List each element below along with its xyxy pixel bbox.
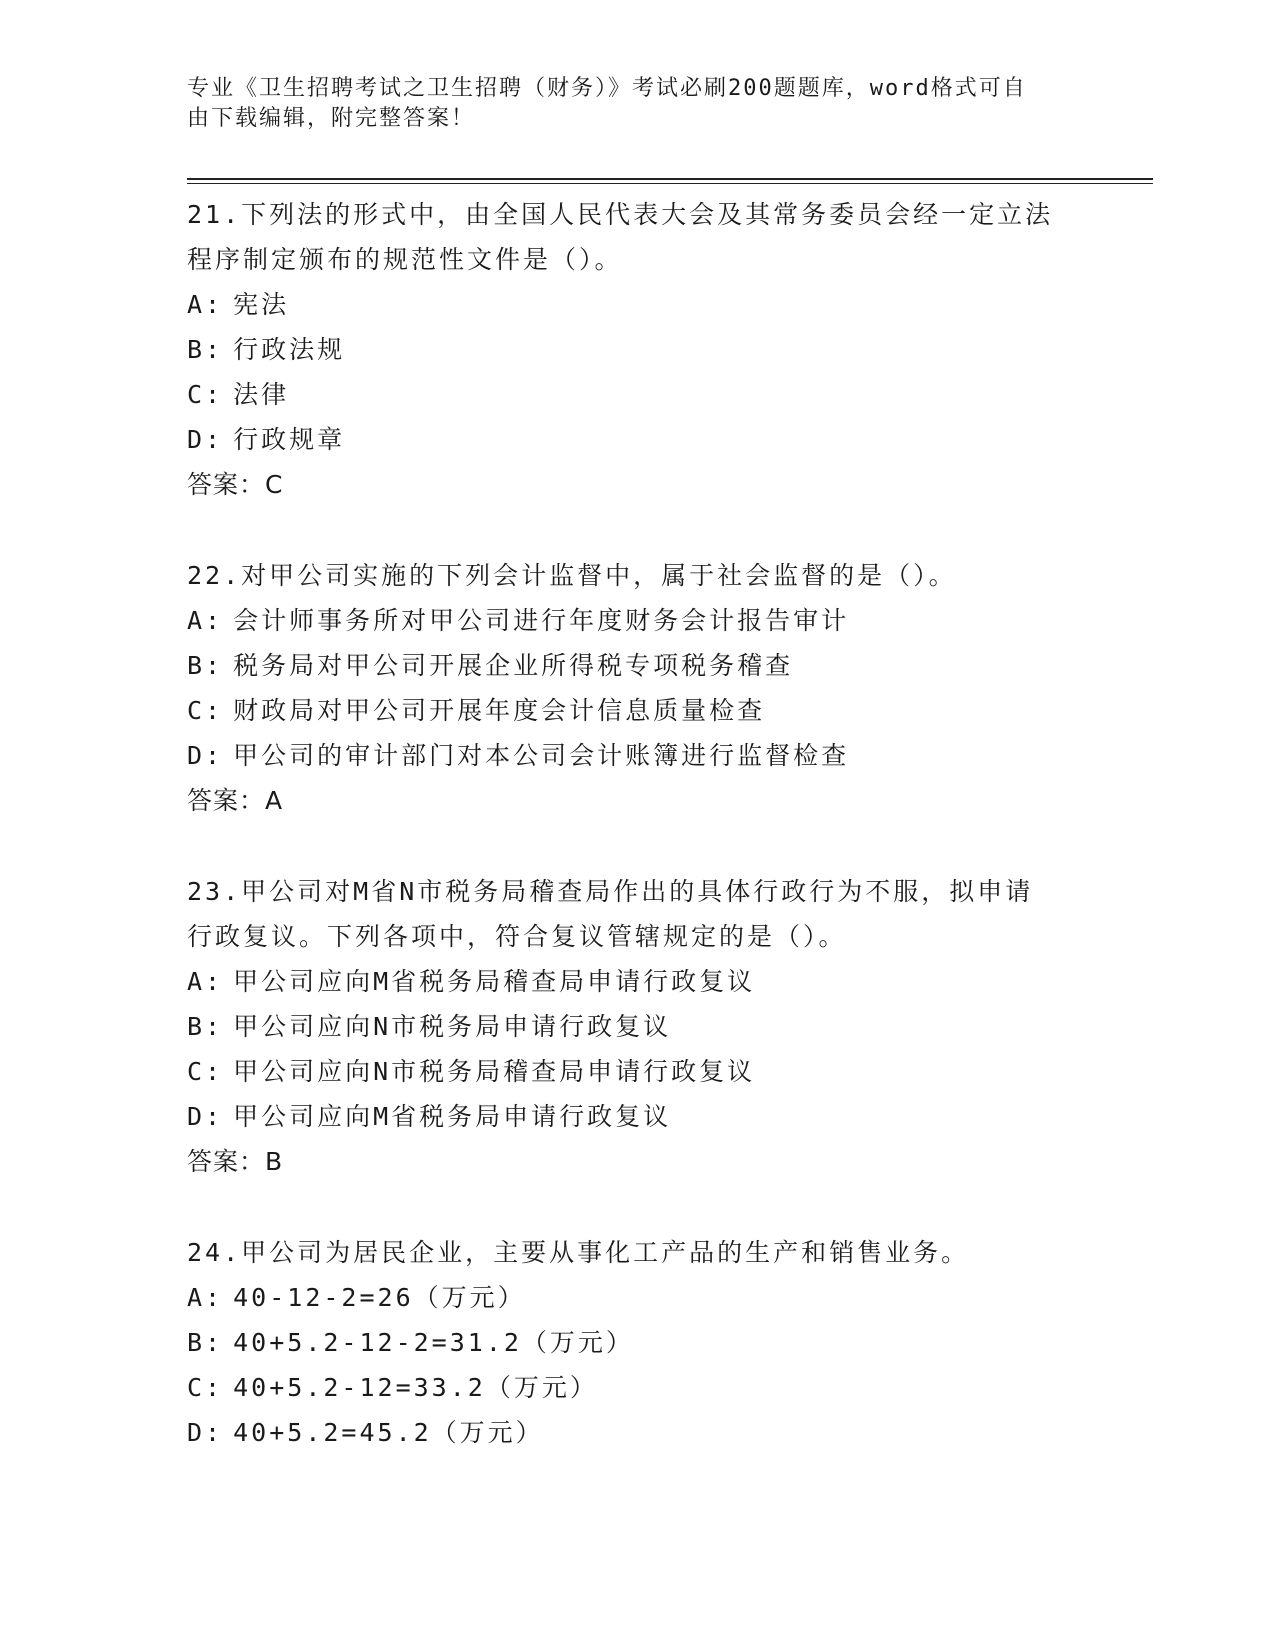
option-text: 行政规章 (233, 425, 346, 454)
question-24 (187, 1230, 1087, 1455)
option-a (187, 959, 1087, 1004)
option-c (187, 1365, 1087, 1410)
option-text: 财政局对甲公司开展年度会计信息质量检查 (233, 696, 766, 725)
option-letter: B: (187, 1012, 224, 1041)
option-c (187, 372, 1087, 417)
option-b (187, 643, 1087, 688)
option-text: 法律 (233, 380, 290, 409)
document-header (187, 74, 1067, 134)
question-21 (187, 192, 1087, 507)
option-text: 甲公司应向N市税务局稽查局申请行政复议 (233, 1057, 756, 1086)
option-c (187, 1049, 1087, 1094)
option-d (187, 733, 1087, 778)
option-d (187, 1410, 1087, 1455)
option-letter: B: (187, 651, 224, 680)
option-c (187, 688, 1087, 733)
answer-label: 答案： (187, 786, 266, 815)
question-23 (187, 869, 1087, 1184)
answer-label: 答案： (187, 1147, 266, 1176)
question-stem-line-1: 21.下列法的形式中，由全国人民代表大会及其常务委员会经一定立法 (187, 200, 1054, 229)
option-text: 40+5.2-12=33.2（万元） (233, 1373, 598, 1402)
option-text: 宪法 (233, 290, 290, 319)
option-text: 行政法规 (233, 335, 346, 364)
option-letter: C: (187, 1373, 224, 1402)
option-letter: D: (187, 1418, 224, 1447)
option-d (187, 1094, 1087, 1139)
option-letter: A: (187, 967, 224, 996)
question-stem-line-2: 程序制定颁布的规范性文件是（）。 (187, 245, 623, 274)
option-text: 甲公司应向M省税务局稽查局申请行政复议 (233, 967, 756, 996)
option-text: 甲公司的审计部门对本公司会计账簿进行监督检查 (233, 741, 850, 770)
option-d (187, 417, 1087, 462)
option-text: 甲公司应向N市税务局申请行政复议 (233, 1012, 672, 1041)
option-text: 税务局对甲公司开展企业所得税专项税务稽查 (233, 651, 794, 680)
answer-value: A (265, 786, 283, 815)
answer-line (187, 462, 1087, 507)
header-divider-thin (187, 183, 1153, 184)
question-stem-line-1: 22.对甲公司实施的下列会计监督中，属于社会监督的是（）。 (187, 561, 957, 590)
option-b (187, 1320, 1087, 1365)
question-stem-line-1: 23.甲公司对M省N市税务局稽查局作出的具体行政行为不服，拟申请 (187, 877, 1034, 906)
option-a (187, 598, 1087, 643)
answer-value: C (265, 470, 283, 499)
question-stem-line-2: 行政复议。下列各项中，符合复议管辖规定的是（）。 (187, 922, 847, 951)
answer-line (187, 1139, 1087, 1184)
option-letter: B: (187, 335, 224, 364)
option-letter: A: (187, 606, 224, 635)
header-line-1: 专业《卫生招聘考试之卫生招聘（财务）》考试必刷200题题库，word格式可自 (187, 76, 1027, 101)
option-letter: C: (187, 696, 224, 725)
answer-value: B (265, 1147, 283, 1176)
option-letter: C: (187, 1057, 224, 1086)
question-stem-line-1: 24.甲公司为居民企业，主要从事化工产品的生产和销售业务。 (187, 1238, 970, 1267)
answer-label: 答案： (187, 470, 266, 499)
option-letter: A: (187, 290, 224, 319)
option-letter: D: (187, 1102, 224, 1131)
option-letter: D: (187, 741, 224, 770)
option-text: 40+5.2=45.2（万元） (233, 1418, 544, 1447)
option-letter: B: (187, 1328, 224, 1357)
question-22 (187, 553, 1087, 823)
option-letter: D: (187, 425, 224, 454)
option-text: 会计师事务所对甲公司进行年度财务会计报告审计 (233, 606, 850, 635)
option-text: 40+5.2-12-2=31.2（万元） (233, 1328, 634, 1357)
header-divider-thick (187, 178, 1153, 180)
option-letter: C: (187, 380, 224, 409)
option-a (187, 1275, 1087, 1320)
question-list (187, 192, 1087, 1501)
option-a (187, 282, 1087, 327)
option-text: 40-12-2=26（万元） (233, 1283, 526, 1312)
option-b (187, 327, 1087, 372)
header-line-2: 由下载编辑，附完整答案！ (187, 106, 476, 131)
option-b (187, 1004, 1087, 1049)
answer-line (187, 778, 1087, 823)
option-text: 甲公司应向M省税务局申请行政复议 (233, 1102, 672, 1131)
option-letter: A: (187, 1283, 224, 1312)
